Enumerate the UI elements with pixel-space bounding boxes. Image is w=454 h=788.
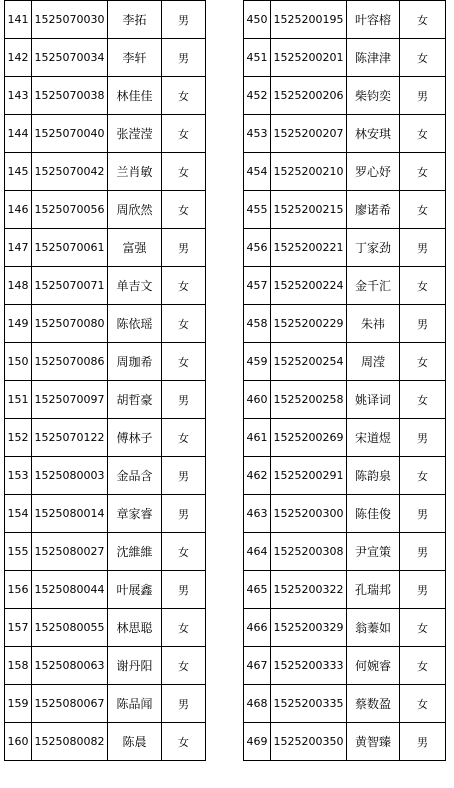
student-id-cell: 1525070086 <box>32 343 108 381</box>
gender-cell: 女 <box>162 115 206 153</box>
student-id-cell: 1525200229 <box>271 305 347 343</box>
row-number-cell: 457 <box>244 267 271 305</box>
table-row <box>244 419 446 457</box>
student-id-cell: 1525200215 <box>271 191 347 229</box>
table-row <box>5 533 206 571</box>
student-name-cell: 叶容榕 <box>347 1 400 39</box>
table-row <box>5 115 206 153</box>
gender-cell: 女 <box>400 457 446 495</box>
table-row <box>5 77 206 115</box>
table-row <box>244 1 446 39</box>
gender-cell: 女 <box>400 381 446 419</box>
student-name-cell: 丁家劲 <box>347 229 400 267</box>
row-number-cell: 147 <box>5 229 32 267</box>
student-id-cell: 1525200322 <box>271 571 347 609</box>
row-number-cell: 452 <box>244 77 271 115</box>
row-number-cell: 458 <box>244 305 271 343</box>
student-id-cell: 1525200329 <box>271 609 347 647</box>
row-number-cell: 159 <box>5 685 32 723</box>
student-name-cell: 富强 <box>108 229 162 267</box>
student-id-cell: 1525200207 <box>271 115 347 153</box>
student-table-left <box>4 0 206 761</box>
gender-cell: 女 <box>400 153 446 191</box>
table-row <box>244 381 446 419</box>
student-id-cell: 1525200291 <box>271 457 347 495</box>
row-number-cell: 468 <box>244 685 271 723</box>
gender-cell: 女 <box>400 191 446 229</box>
student-name-cell: 兰肖敏 <box>108 153 162 191</box>
student-name-cell: 朱祎 <box>347 305 400 343</box>
row-number-cell: 158 <box>5 647 32 685</box>
student-id-cell: 1525200258 <box>271 381 347 419</box>
gender-cell: 女 <box>162 723 206 761</box>
student-name-cell: 柴钧奕 <box>347 77 400 115</box>
gender-cell: 男 <box>162 1 206 39</box>
gender-cell: 女 <box>400 267 446 305</box>
student-name-cell: 姚译词 <box>347 381 400 419</box>
gender-cell: 女 <box>162 153 206 191</box>
student-id-cell: 1525200333 <box>271 647 347 685</box>
gender-cell: 女 <box>400 343 446 381</box>
row-number-cell: 460 <box>244 381 271 419</box>
student-name-cell: 周珈希 <box>108 343 162 381</box>
student-id-cell: 1525200335 <box>271 685 347 723</box>
student-name-cell: 傅林子 <box>108 419 162 457</box>
table-row <box>5 723 206 761</box>
gender-cell: 男 <box>162 457 206 495</box>
table-row <box>244 343 446 381</box>
row-number-cell: 464 <box>244 533 271 571</box>
row-number-cell: 462 <box>244 457 271 495</box>
table-row <box>244 191 446 229</box>
student-table-left-body <box>5 1 206 761</box>
gender-cell: 男 <box>400 77 446 115</box>
row-number-cell: 456 <box>244 229 271 267</box>
table-row <box>5 305 206 343</box>
row-number-cell: 461 <box>244 419 271 457</box>
student-name-cell: 胡哲豪 <box>108 381 162 419</box>
student-name-cell: 周欣然 <box>108 191 162 229</box>
student-id-cell: 1525080027 <box>32 533 108 571</box>
gender-cell: 女 <box>400 685 446 723</box>
student-name-cell: 廖诺希 <box>347 191 400 229</box>
row-number-cell: 450 <box>244 1 271 39</box>
student-id-cell: 1525070097 <box>32 381 108 419</box>
row-number-cell: 154 <box>5 495 32 533</box>
table-row <box>5 1 206 39</box>
gender-cell: 女 <box>162 419 206 457</box>
gender-cell: 女 <box>162 305 206 343</box>
student-id-cell: 1525070122 <box>32 419 108 457</box>
student-name-cell: 黄智臻 <box>347 723 400 761</box>
student-id-cell: 1525200210 <box>271 153 347 191</box>
student-name-cell: 陈韵泉 <box>347 457 400 495</box>
row-number-cell: 455 <box>244 191 271 229</box>
student-id-cell: 1525070042 <box>32 153 108 191</box>
row-number-cell: 156 <box>5 571 32 609</box>
student-name-cell: 翁蓁如 <box>347 609 400 647</box>
gender-cell: 女 <box>400 115 446 153</box>
student-id-cell: 1525070038 <box>32 77 108 115</box>
row-number-cell: 155 <box>5 533 32 571</box>
gender-cell: 女 <box>400 609 446 647</box>
student-id-cell: 1525080014 <box>32 495 108 533</box>
table-row <box>244 305 446 343</box>
gender-cell: 女 <box>400 1 446 39</box>
table-row <box>5 647 206 685</box>
table-row <box>244 647 446 685</box>
student-name-cell: 叶展鑫 <box>108 571 162 609</box>
student-name-cell: 周滢 <box>347 343 400 381</box>
student-name-cell: 蔡数盈 <box>347 685 400 723</box>
gender-cell: 男 <box>162 571 206 609</box>
student-id-cell: 1525080055 <box>32 609 108 647</box>
gender-cell: 男 <box>162 229 206 267</box>
table-row <box>244 495 446 533</box>
gender-cell: 女 <box>162 609 206 647</box>
student-id-cell: 1525070056 <box>32 191 108 229</box>
table-row <box>5 609 206 647</box>
table-row <box>244 77 446 115</box>
gender-cell: 男 <box>400 571 446 609</box>
student-id-cell: 1525200300 <box>271 495 347 533</box>
student-id-cell: 1525070061 <box>32 229 108 267</box>
student-name-cell: 章家睿 <box>108 495 162 533</box>
student-name-cell: 单吉文 <box>108 267 162 305</box>
table-row <box>244 229 446 267</box>
table-row <box>5 685 206 723</box>
gender-cell: 男 <box>162 685 206 723</box>
student-id-cell: 1525200195 <box>271 1 347 39</box>
row-number-cell: 142 <box>5 39 32 77</box>
gender-cell: 女 <box>400 647 446 685</box>
student-id-cell: 1525080063 <box>32 647 108 685</box>
table-row <box>5 495 206 533</box>
table-row <box>5 343 206 381</box>
student-id-cell: 1525200224 <box>271 267 347 305</box>
student-name-cell: 林佳佳 <box>108 77 162 115</box>
gender-cell: 男 <box>162 495 206 533</box>
student-id-cell: 1525070071 <box>32 267 108 305</box>
row-number-cell: 144 <box>5 115 32 153</box>
row-number-cell: 459 <box>244 343 271 381</box>
student-name-cell: 金千汇 <box>347 267 400 305</box>
student-id-cell: 1525080044 <box>32 571 108 609</box>
gender-cell: 女 <box>162 77 206 115</box>
row-number-cell: 143 <box>5 77 32 115</box>
gender-cell: 男 <box>400 533 446 571</box>
row-number-cell: 149 <box>5 305 32 343</box>
student-id-cell: 1525080003 <box>32 457 108 495</box>
table-row <box>244 571 446 609</box>
table-row <box>244 153 446 191</box>
student-id-cell: 1525080082 <box>32 723 108 761</box>
table-row <box>5 267 206 305</box>
table-row <box>244 39 446 77</box>
gender-cell: 男 <box>400 723 446 761</box>
row-number-cell: 469 <box>244 723 271 761</box>
student-id-cell: 1525070040 <box>32 115 108 153</box>
gender-cell: 男 <box>400 305 446 343</box>
table-row <box>5 153 206 191</box>
row-number-cell: 141 <box>5 1 32 39</box>
student-name-cell: 陈依瑶 <box>108 305 162 343</box>
student-name-cell: 李拓 <box>108 1 162 39</box>
table-row <box>244 115 446 153</box>
student-id-cell: 1525070080 <box>32 305 108 343</box>
row-number-cell: 148 <box>5 267 32 305</box>
student-table-right <box>243 0 446 761</box>
row-number-cell: 451 <box>244 39 271 77</box>
student-id-cell: 1525200308 <box>271 533 347 571</box>
table-row <box>244 533 446 571</box>
student-id-cell: 1525080067 <box>32 685 108 723</box>
table-row <box>244 685 446 723</box>
student-name-cell: 林安琪 <box>347 115 400 153</box>
table-row <box>5 457 206 495</box>
table-row <box>5 229 206 267</box>
student-id-cell: 1525200206 <box>271 77 347 115</box>
table-row <box>244 609 446 647</box>
gender-cell: 男 <box>162 39 206 77</box>
gender-cell: 女 <box>162 533 206 571</box>
row-number-cell: 466 <box>244 609 271 647</box>
gender-cell: 女 <box>162 267 206 305</box>
table-row <box>5 381 206 419</box>
student-name-cell: 金品含 <box>108 457 162 495</box>
student-name-cell: 陈佳俊 <box>347 495 400 533</box>
student-id-cell: 1525200201 <box>271 39 347 77</box>
student-name-cell: 何婉睿 <box>347 647 400 685</box>
student-table-right-body <box>244 1 446 761</box>
student-id-cell: 1525200350 <box>271 723 347 761</box>
row-number-cell: 160 <box>5 723 32 761</box>
table-row <box>5 419 206 457</box>
student-name-cell: 李轩 <box>108 39 162 77</box>
student-name-cell: 陈品闻 <box>108 685 162 723</box>
gender-cell: 女 <box>162 191 206 229</box>
row-number-cell: 454 <box>244 153 271 191</box>
table-row <box>5 191 206 229</box>
student-name-cell: 罗心妤 <box>347 153 400 191</box>
row-number-cell: 145 <box>5 153 32 191</box>
row-number-cell: 467 <box>244 647 271 685</box>
student-id-cell: 1525070034 <box>32 39 108 77</box>
student-name-cell: 陈晨 <box>108 723 162 761</box>
row-number-cell: 465 <box>244 571 271 609</box>
row-number-cell: 153 <box>5 457 32 495</box>
gender-cell: 男 <box>400 495 446 533</box>
table-row <box>5 571 206 609</box>
row-number-cell: 453 <box>244 115 271 153</box>
gender-cell: 女 <box>162 647 206 685</box>
gender-cell: 男 <box>400 419 446 457</box>
row-number-cell: 151 <box>5 381 32 419</box>
student-name-cell: 陈津津 <box>347 39 400 77</box>
student-name-cell: 孔瑞邦 <box>347 571 400 609</box>
row-number-cell: 152 <box>5 419 32 457</box>
student-id-cell: 1525070030 <box>32 1 108 39</box>
student-id-cell: 1525200269 <box>271 419 347 457</box>
row-number-cell: 157 <box>5 609 32 647</box>
gender-cell: 女 <box>400 39 446 77</box>
gender-cell: 女 <box>162 343 206 381</box>
gender-cell: 男 <box>162 381 206 419</box>
student-name-cell: 沈維維 <box>108 533 162 571</box>
row-number-cell: 146 <box>5 191 32 229</box>
table-row <box>5 39 206 77</box>
table-row <box>244 457 446 495</box>
gender-cell: 男 <box>400 229 446 267</box>
student-name-cell: 谢丹阳 <box>108 647 162 685</box>
student-id-cell: 1525200221 <box>271 229 347 267</box>
table-row <box>244 267 446 305</box>
student-name-cell: 宋道煜 <box>347 419 400 457</box>
row-number-cell: 463 <box>244 495 271 533</box>
table-row <box>244 723 446 761</box>
student-name-cell: 张滢滢 <box>108 115 162 153</box>
student-id-cell: 1525200254 <box>271 343 347 381</box>
student-name-cell: 尹宣策 <box>347 533 400 571</box>
student-name-cell: 林思聪 <box>108 609 162 647</box>
row-number-cell: 150 <box>5 343 32 381</box>
